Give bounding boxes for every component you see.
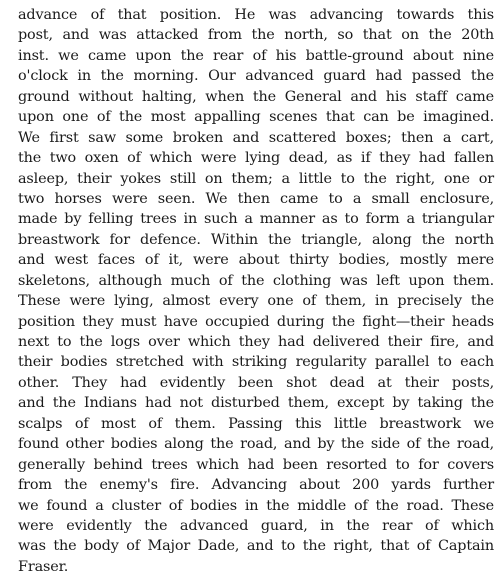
text-line-23: generally behind trees which had been resorted to for covers [18,456,494,473]
text-line-6: upon one of the most appalling scenes that can be imagined. [18,109,494,126]
text-line-20: and the Indians had not disturbed them, except by taking the [18,395,494,412]
text-line-12: breastwork for defence. Within the triangle, along the north [18,231,494,248]
text-line-14: skeletons, although much of the clothing was left upon them. [18,272,494,289]
text-line-18: their bodies stretched with striking regularity parallel to each [18,354,494,371]
text-line-11: made by felling trees in such a manner as to form a triangular [18,211,494,228]
text-line-25: we found a cluster of bodies in the middle of the road. These [18,497,494,514]
text-line-22: found other bodies along the road, and by the side of the road, [18,436,494,453]
text-line-15: These were lying, almost every one of them, in precisely the [18,293,494,310]
text-line-17: next to the logs over which they had delivered their fire, and [18,334,494,350]
text-line-26: were evidently the advanced guard, in the rear of which [18,517,494,534]
document-page [18,5,494,577]
text-line-9: asleep, their yokes still on them; a little to the right, one or [18,170,494,187]
text-line-2: post, and was attacked from the north, so that on the 20th [18,27,494,44]
text-line-28: Fraser. [18,558,69,575]
text-line-4: o'clock in the morning. Our advanced guard had passed the [18,68,494,85]
text-line-5: ground without halting, when the General and his staff came [18,88,494,105]
text-line-10: two horses were seen. We then came to a small enclosure, [18,190,494,207]
text-line-16: position they must have occupied during the fight—their heads [18,313,494,330]
text-line-21: scalps of most of them. Passing this little breastwork we [18,415,494,432]
text-line-24: from the enemy's fire. Advancing about 200 yards further [18,477,494,494]
text-line-3: inst. we came upon the rear of his battle-ground about nine [18,47,494,64]
text-line-7: We first saw some broken and scattered boxes; then a cart, [18,129,494,146]
text-line-8: the two oxen of which were lying dead, as if they had fallen [18,150,494,167]
text-line-19: other. They had evidently been shot dead at their posts, [18,374,494,391]
text-line-13: and west faces of it, were about thirty bodies, mostly mere [18,252,494,269]
text-line-1: advance of that position. He was advancing towards this [18,7,494,23]
text-line-27: was the body of Major Dade, and to the right, that of Captain [18,538,494,555]
